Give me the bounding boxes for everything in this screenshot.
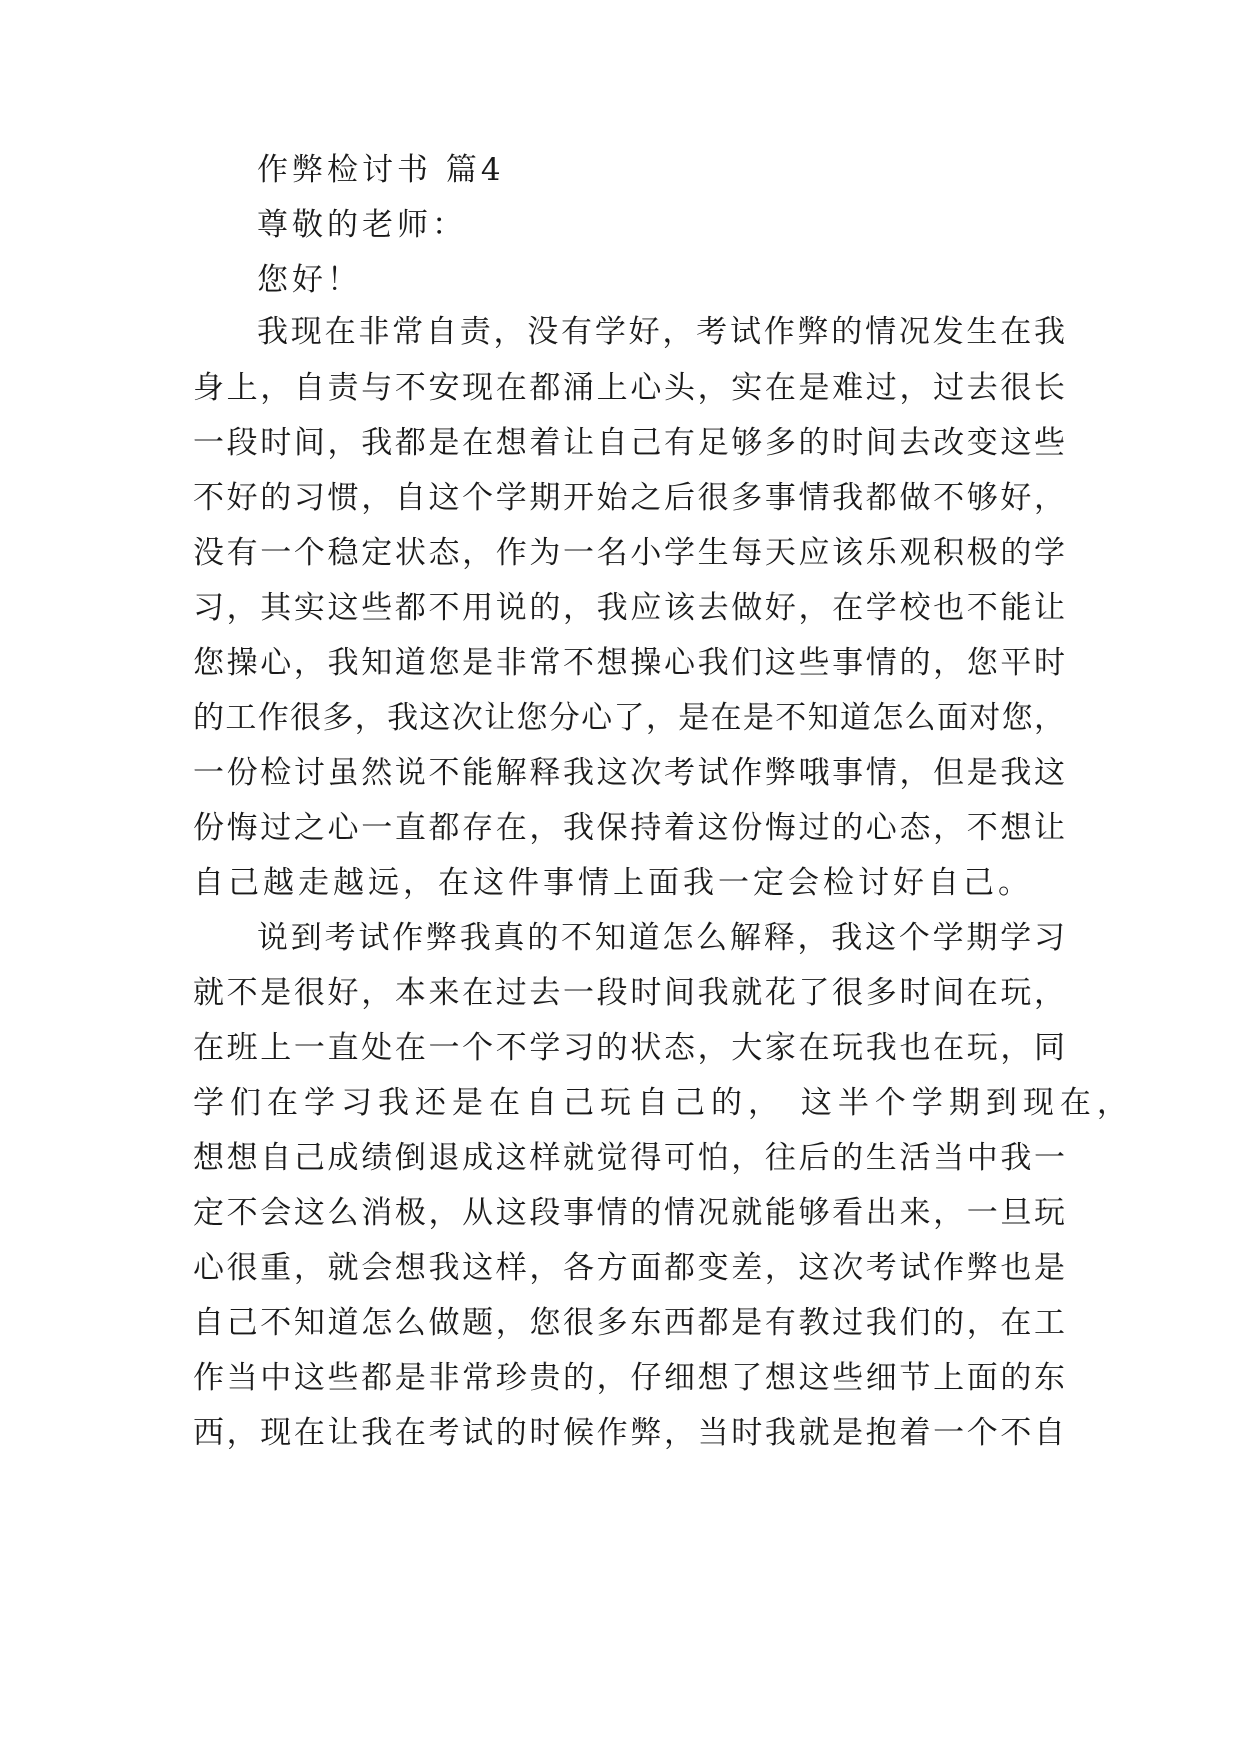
paragraph-2-line-8: 自己不知道怎么做题，您很多东西都是有教过我们的，在工 (193, 1305, 1065, 1341)
paragraph-1-line-8: 的工作很多，我这次让您分心了，是在是不知道怎么面对您， (193, 700, 1065, 736)
greeting: 您好！ (257, 262, 362, 298)
paragraph-2-line-7: 心很重，就会想我这样，各方面都变差，这次考试作弊也是 (193, 1250, 1065, 1286)
paragraph-2-line-9: 作当中这些都是非常珍贵的，仔细想了想这些细节上面的东 (193, 1360, 1065, 1396)
paragraph-1-line-2: 身上，自责与不安现在都涌上心头，实在是难过，过去很长 (193, 370, 1065, 406)
paragraph-2-line-1: 说到考试作弊我真的不知道怎么解释，我这个学期学习 (257, 920, 1065, 956)
paragraph-1-line-7: 您操心，我知道您是非常不想操心我们这些事情的，您平时 (193, 645, 1065, 681)
salutation: 尊敬的老师： (257, 207, 467, 243)
paragraph-2-line-5: 想想自己成绩倒退成这样就觉得可怕，往后的生活当中我一 (193, 1140, 1065, 1176)
paragraph-1-line-11: 自己越走越远，在这件事情上面我一定会检讨好自己。 (193, 865, 1033, 901)
document-title: 作弊检讨书 篇4 (257, 152, 505, 188)
paragraph-2-line-3: 在班上一直处在一个不学习的状态，大家在玩我也在玩，同 (193, 1030, 1065, 1066)
paragraph-1-line-3: 一段时间，我都是在想着让自己有足够多的时间去改变这些 (193, 425, 1065, 461)
paragraph-1-line-1: 我现在非常自责，没有学好，考试作弊的情况发生在我 (257, 314, 1065, 350)
paragraph-2-line-4: 学们在学习我还是在自己玩自己的， 这半个学期到现在， (193, 1085, 1134, 1121)
paragraph-1-line-4: 不好的习惯，自这个学期开始之后很多事情我都做不够好， (193, 480, 1065, 516)
paragraph-2-line-10: 西，现在让我在考试的时候作弊，当时我就是抱着一个不自 (193, 1415, 1065, 1451)
paragraph-1-line-9: 一份检讨虽然说不能解释我这次考试作弊哦事情，但是我这 (193, 755, 1065, 791)
paragraph-1-line-5: 没有一个稳定状态，作为一名小学生每天应该乐观积极的学 (193, 535, 1065, 571)
paragraph-1-line-6: 习，其实这些都不用说的，我应该去做好，在学校也不能让 (193, 590, 1065, 626)
paragraph-1-line-10: 份悔过之心一直都存在，我保持着这份悔过的心态，不想让 (193, 810, 1065, 846)
paragraph-2-line-6: 定不会这么消极，从这段事情的情况就能够看出来，一旦玩 (193, 1195, 1065, 1231)
paragraph-2-line-2: 就不是很好，本来在过去一段时间我就花了很多时间在玩， (193, 975, 1065, 1011)
